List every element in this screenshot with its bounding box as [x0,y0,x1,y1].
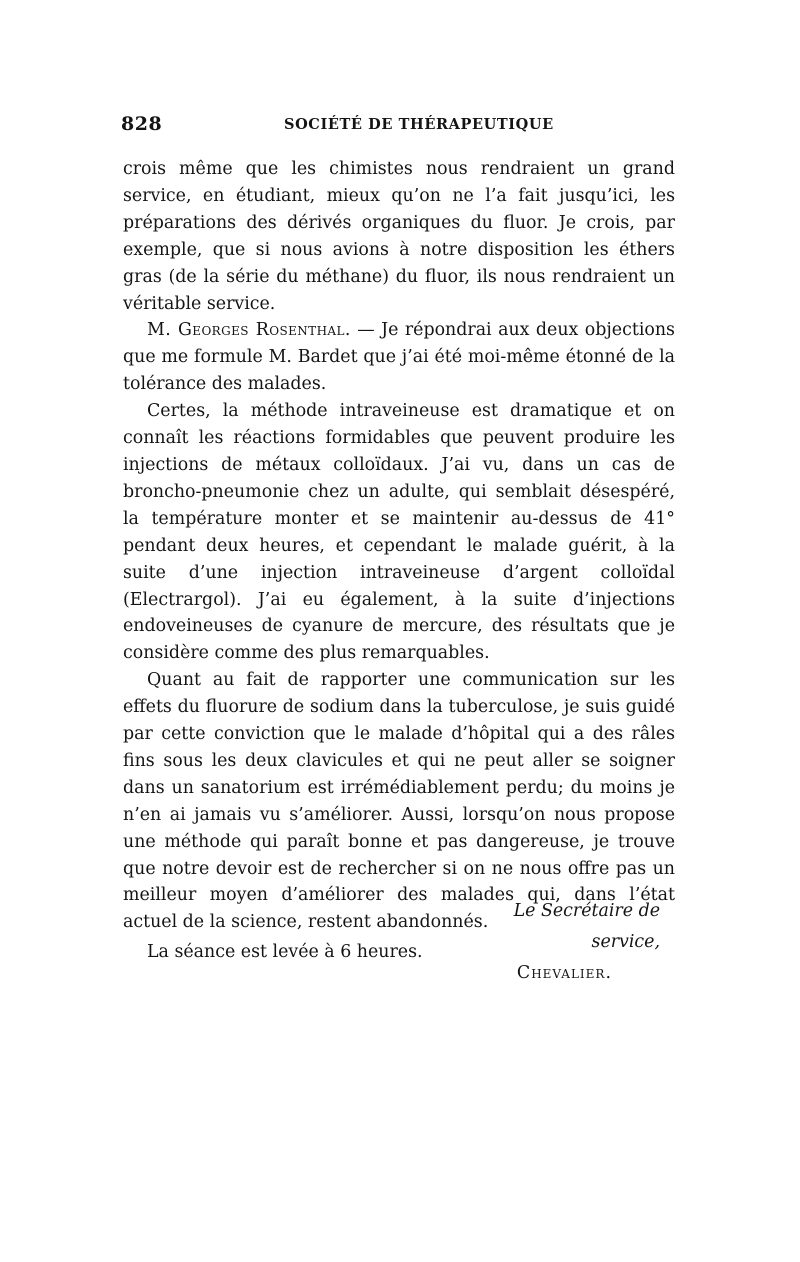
paragraph-session-closed: La séance est levée à 6 heures. [147,942,423,963]
reply-text: — Je répondrai aux deux objections que me formule M. Bardet que j’ai été moi-même étonné de la tolérance des malades. [123,320,675,395]
paragraph-intravenous-method: Certes, la méthode intraveineuse est dramatique et on connaît les réactions formidables que peuvent produire les injections de métaux colloïdaux. J’ai vu, dans un cas de broncho-pneumonie chez un adulte, qui semblait désespéré, la température monter et se maintenir au-dessus de 41° pendant deux heures, et cependant le malade guérit, à la suite d’une injection intraveineuse d’argent colloïdal (Electrargol). J’ai eu également, à la suite d’injections endoveineuses de cyanure de mercure, des résultats que je considère comme des plus remarquables. [123,401,675,664]
page-number: 828 [121,113,163,135]
running-head: SOCIÉTÉ DE THÉRAPEUTIQUE [284,116,554,133]
signature-title: Le Secrétaire de service, [513,901,660,952]
speaker-name: M. Georges Rosenthal. [147,320,351,341]
signature-name: Chevalier. [516,963,612,983]
paragraph-continuation: crois même que les chimistes nous rendraient un grand service, en étudiant, mieux qu’on ne l’a fait jusqu’ici, les préparations des dérivés organiques du fluor. Je crois, par exemple, que si nous avions à notre disposition les éthers gras (de la série du méthane) du fluor, ils nous rendraient un véritable service. [123,159,675,314]
paragraph-rosenthal-reply [123,317,675,398]
page-header [121,113,679,139]
paragraph-tuberculosis: Quant au fait de rapporter une communication sur les effets du fluorure de sodium dans la tuberculose, je suis guidé par cette conviction que le malade d’hôpital qui a des râles fins sous les deux clavicules et qui ne peut aller se soigner dans un sanatorium est irrémédiablement perdu; du moins je n’en ai jamais vu s’améliorer. Aussi, lorsqu’on nous propose une méthode qui paraît bonne et pas dangereuse, je trouve que notre devoir est de rechercher si on ne nous offre pas un meilleur moyen d’améliorer des malades qui, dans l’état actuel de la science, restent abandonnés. [123,670,675,933]
signature-block [440,896,680,989]
body-text [123,156,675,966]
